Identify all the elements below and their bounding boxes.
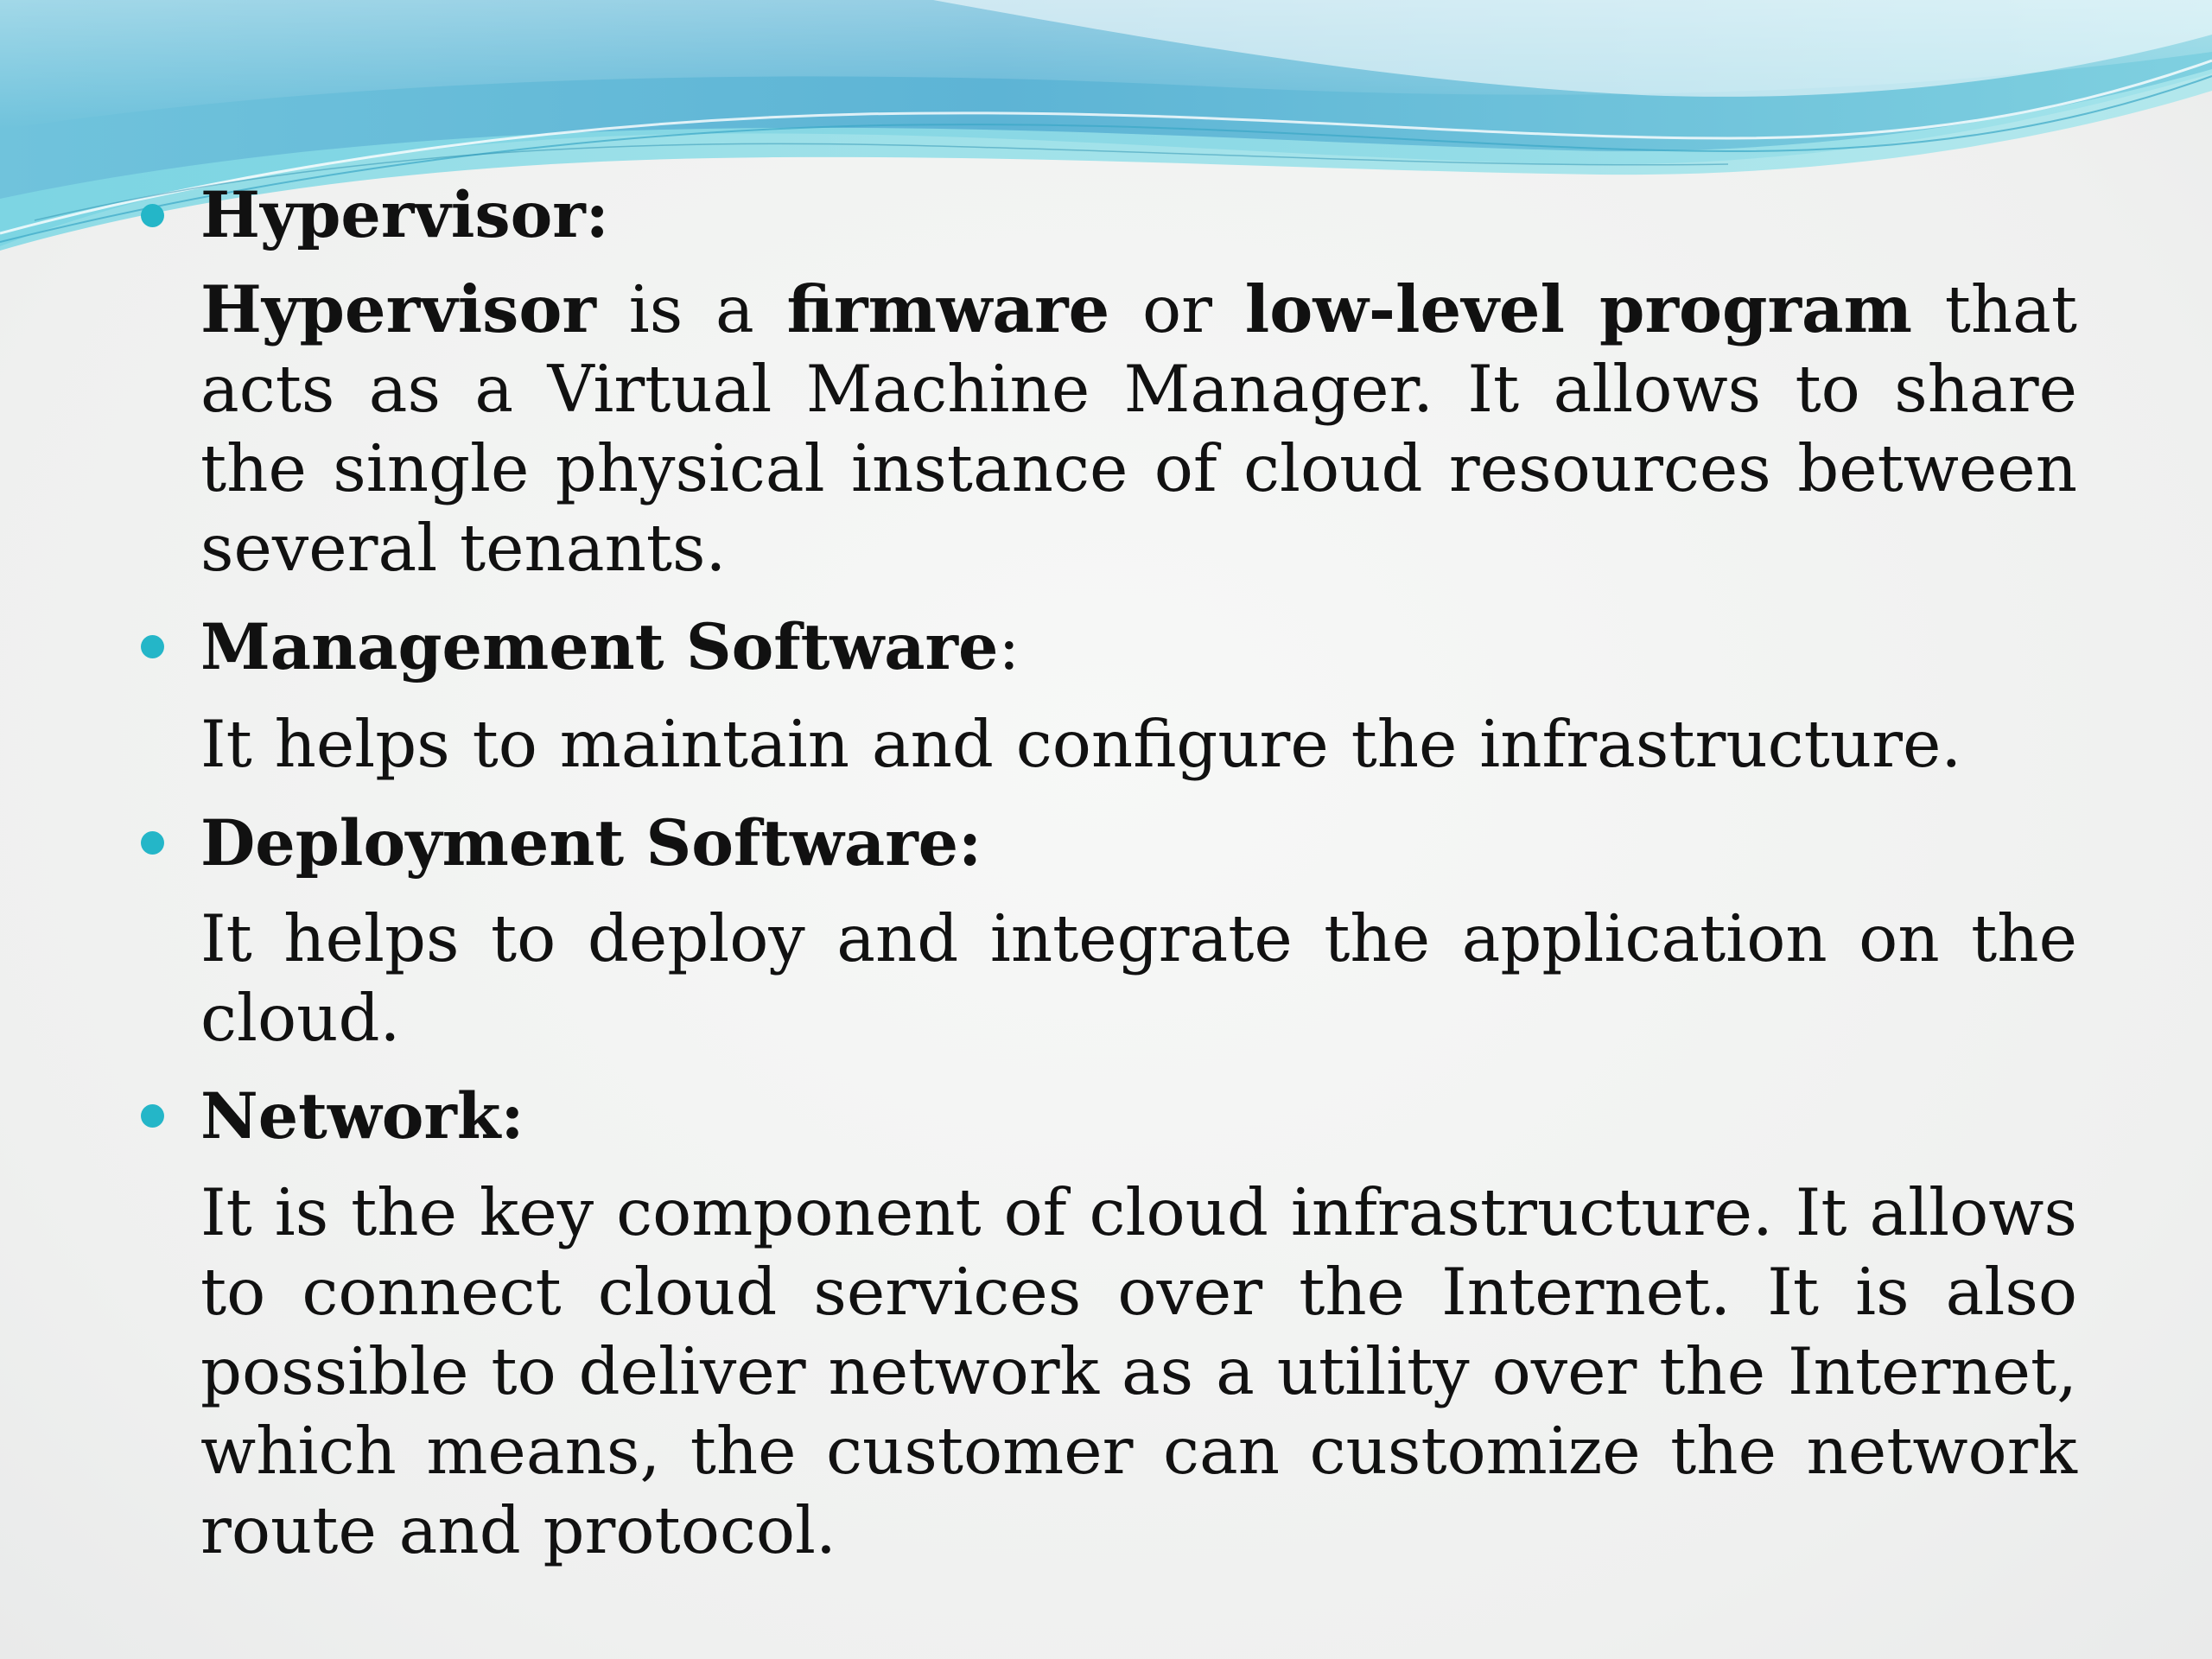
heading-tail-text: : [998,611,1020,684]
section-body-network [200,1173,2077,1570]
section-body-deployment-software [200,899,2077,1058]
bullet-icon [141,635,164,658]
heading-bold-text: Network: [200,1079,524,1154]
heading-bold-text: Deployment Software: [200,806,982,880]
section-body-hypervisor [200,270,2077,588]
body-text: It is the key component of cloud infrastructure. It allows to connect cloud services over the Internet. It is also possible to deliver network as a utility over the Internet, which means, the customer can customize the network route and protocol. [200,1174,2077,1568]
body-text: is a [595,271,787,347]
body-bold-text: Hypervisor [200,271,596,347]
heading-bold-text: Management Software [200,610,999,684]
body-bold-text: low-level program [1244,271,1912,347]
section-heading-network [200,1077,524,1156]
body-bold-text: firmware [786,271,1110,347]
bullet-icon [141,204,164,227]
section-body-management-software [200,704,2077,784]
section-heading-hypervisor [200,176,609,255]
bullet-icon [141,831,164,855]
body-text: that acts as a Virtual Machine Manager. It allows to share the single physical instance of cloud resources between several tenants. [200,271,2078,586]
section-heading-deployment-software [200,804,982,883]
body-text: or [1109,271,1245,347]
body-text: It helps to maintain and configure the infrastructure. [200,706,1962,782]
bullet-icon [141,1104,164,1128]
body-text: It helps to deploy and integrate the application on the cloud. [200,900,2077,1056]
section-heading-management-software [200,608,1020,687]
heading-bold-text: Hypervisor: [200,178,609,252]
